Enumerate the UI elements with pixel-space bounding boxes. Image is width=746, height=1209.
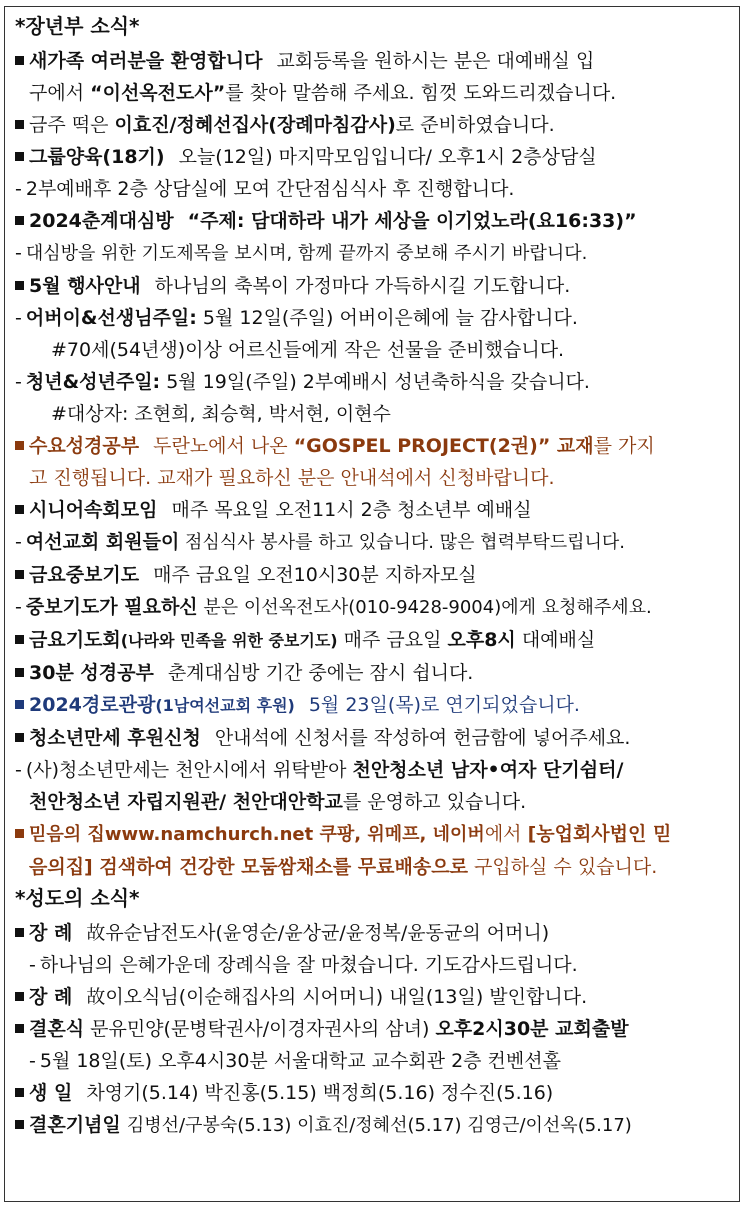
square-bullet-icon <box>15 1024 24 1033</box>
item-group-nurture: 그룹양육(18기) 오늘(12일) 마지막모임입니다/ 오후1시 2층상담실 <box>15 141 725 173</box>
item-elder-tour: 2024경로관광(1남여선교회 후원) 5월 23일(목)로 연기되었습니다. <box>15 689 725 722</box>
square-bullet-icon <box>15 570 24 579</box>
item-youth-support-detail-cont: 천안청소년 자립지원관/ 천안대안학교를 운영하고 있습니다. <box>29 791 527 813</box>
item-faith-house: 믿음의 집www.namchurch.net 쿠팡, 위메프, 네이버에서 [농업회사법인 믿 <box>15 818 725 851</box>
item-birthday: 생 일 차영기(5.14) 박진홍(5.15) 백정희(5.16) 정수진(5.16) <box>15 1077 725 1109</box>
item-wednesday-bible: 수요성경공부 두란노에서 나온 “GOSPEL PROJECT(2권)” 교재를 가지 <box>15 430 725 462</box>
item-parents-day: - 어버이&선생님주일: 5월 12일(주일) 어버이은혜에 늘 감사합니다. <box>15 307 578 329</box>
item-senior-meeting: 시니어속회모임 매주 목요일 오전11시 2층 청소년부 예배실 <box>15 494 725 526</box>
square-bullet-icon <box>15 829 24 838</box>
item-funeral-1: 장 례 故유순남전도사(윤영순/윤상균/윤정복/윤동균의 어머니) <box>15 917 725 949</box>
item-youth-day: - 청년&성년주일: 5월 19일(주일) 2부예배시 성년축하식을 갖습니다. <box>15 371 590 393</box>
item-youth-support-detail: - (사)청소년만세는 천안시에서 위탁받아 천안청소년 남자•여자 단기쉼터/ <box>15 759 624 781</box>
item-youth-support: 청소년만세 후원신청 안내석에 신청서를 작성하여 헌금함에 넣어주세요. <box>15 722 725 754</box>
square-bullet-icon <box>15 441 24 450</box>
square-bullet-icon <box>15 505 24 514</box>
square-bullet-icon <box>15 668 24 677</box>
item-wedding: 결혼식 문유민양(문병탁권사/이경자권사의 삼녀) 오후2시30분 교회출발 <box>15 1013 725 1045</box>
item-bible-30min: 30분 성경공부 춘계대심방 기간 중에는 잠시 쉽니다. <box>15 657 725 689</box>
square-bullet-icon <box>15 216 24 225</box>
square-bullet-icon <box>15 1088 24 1097</box>
item-funeral-2: 장 례 故이오식님(이순해집사의 시어머니) 내일(13일) 발인합니다. <box>15 981 725 1013</box>
item-friday-intercession-detail: - 중보기도가 필요하신 분은 이선옥전도사(010-9428-9004)에게 요청해주세요. <box>15 596 652 618</box>
item-funeral-1-detail: - 하나님의 은혜가운데 장례식을 잘 마쳤습니다. 기도감사드립니다. <box>29 954 578 976</box>
section-title-adult-news: *장년부 소식* <box>15 14 140 38</box>
bulletin-frame <box>4 6 740 1202</box>
square-bullet-icon <box>15 733 24 742</box>
square-bullet-icon <box>15 635 24 644</box>
square-bullet-icon <box>15 120 24 129</box>
square-bullet-icon <box>15 56 24 65</box>
square-bullet-icon <box>15 992 24 1001</box>
item-may-events: 5월 행사안내 하나님의 축복이 가정마다 가득하시길 기도합니다. <box>15 270 725 302</box>
square-bullet-icon <box>15 152 24 161</box>
item-anniversary: 결혼기념일 김병선/구봉숙(5.13) 이효진/정혜선(5.17) 김영근/이선옥(5.17) <box>15 1109 725 1142</box>
item-rice-cake: 금주 떡은 이효진/정혜선집사(장례마침감사)로 준비하였습니다. <box>15 109 725 141</box>
square-bullet-icon <box>15 1120 24 1129</box>
item-welcome: 새가족 여러분을 환영합니다 교회등록을 원하시는 분은 대예배실 입 <box>15 45 725 77</box>
section-title-member-news: *성도의 소식* <box>15 886 140 910</box>
item-youth-day-note: #대상자: 조현희, 최승혁, 박서현, 이현수 <box>51 403 391 425</box>
item-friday-intercession: 금요중보기도 매주 금요일 오전10시30분 지하자모실 <box>15 559 725 591</box>
square-bullet-icon <box>15 700 24 709</box>
item-spring-visitation-detail: - 대심방을 위한 기도제목을 보시며, 함께 끝까지 중보해 주시기 바랍니다. <box>15 242 588 264</box>
square-bullet-icon <box>15 928 24 937</box>
item-friday-prayer: 금요기도회(나라와 민족을 위한 중보기도) 매주 금요일 오후8시 대예배실 <box>15 624 725 657</box>
item-senior-meeting-detail: - 여선교회 회원들이 점심식사 봉사를 하고 있습니다. 많은 협력부탁드립니다. <box>15 531 626 553</box>
item-wedding-detail: - 5월 18일(토) 오후4시30분 서울대학교 교수회관 2층 컨벤션홀 <box>29 1050 561 1072</box>
item-welcome-cont: 구에서 “이선옥전도사”를 찾아 말씀해 주세요. 힘껏 도와드리겠습니다. <box>29 82 617 104</box>
item-spring-visitation: 2024춘계대심방 “주제: 담대하라 내가 세상을 이기었노라(요16:33)” <box>15 205 725 237</box>
item-parents-day-note: #70세(54년생)이상 어르신들에게 작은 선물을 준비했습니다. <box>51 339 565 361</box>
item-group-nurture-detail: - 2부예배후 2층 상담실에 모여 간단점심식사 후 진행합니다. <box>15 178 515 200</box>
square-bullet-icon <box>15 281 24 290</box>
item-wednesday-bible-cont: 고 진행됩니다. 교재가 필요하신 분은 안내석에서 신청바랍니다. <box>29 467 555 489</box>
item-faith-house-cont: 음의집] 검색하여 건강한 모둠쌈채소를 무료배송으로 구입하실 수 있습니다. <box>29 856 658 878</box>
